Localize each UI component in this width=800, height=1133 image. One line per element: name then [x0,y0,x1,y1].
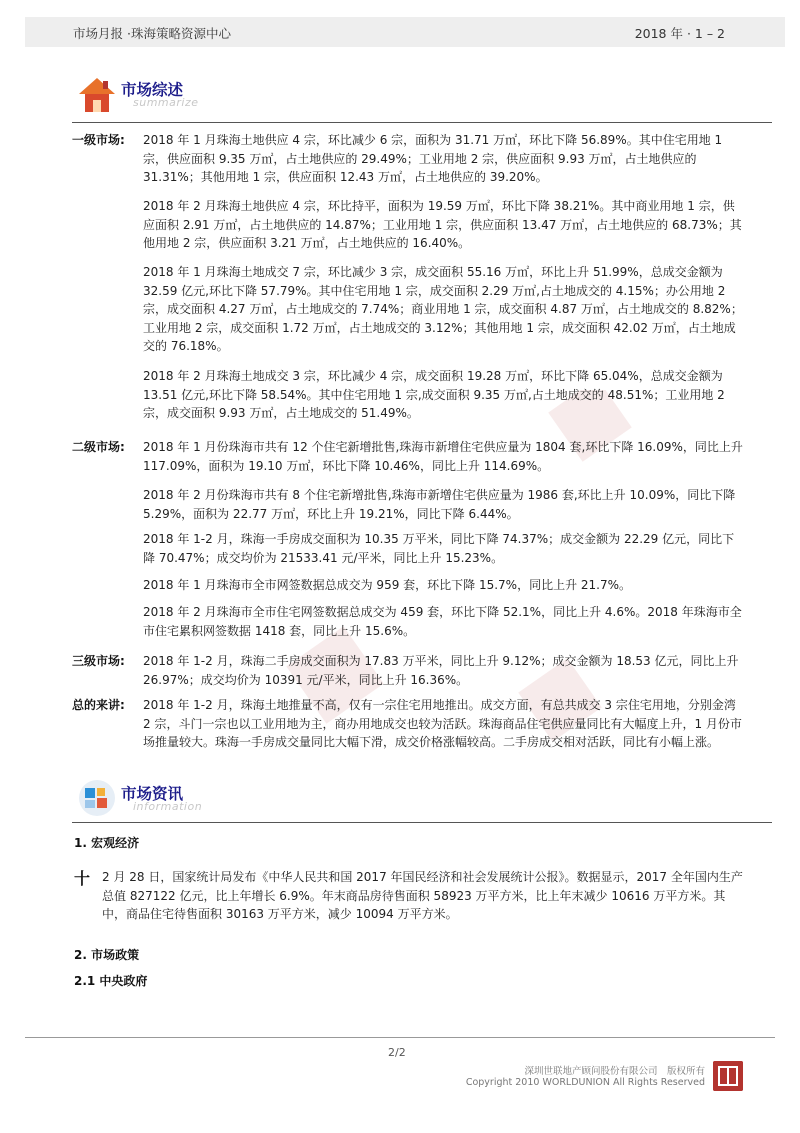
tertiary-market-label: 三级市场: [72,654,125,668]
footer-copyright: Copyright 2010 WORLDUNION All Rights Reserved [465,1077,705,1088]
section-heading-info [75,776,325,820]
summary-label: 总的来讲: [72,698,125,712]
secondary-market-p5: 2018 年 2 月珠海市全市住宅网签数据总成交为 459 套，环比下降 52.1%，同比上升 4.6%。2018 年珠海市全市住宅累积网签数据 1418 套，同比上升 15.6%。 [143,605,742,638]
footer-divider [25,1037,775,1038]
heading-central-government: 2.1 中央政府 [74,974,148,988]
page-header [25,17,785,47]
heading-market-policy: 2. 市场政策 [74,948,140,962]
secondary-market-p4: 2018 年 1 月珠海市全市网签数据总成交为 959 套，环比下降 15.7%，同比上升 21.7%。 [143,578,632,592]
summary-p1: 总的来讲: 2018 年 1-2 月，珠海土地推量不高，仅有一宗住宅用地推出。成交方面，有总共成交 3 宗住宅用地，分别金湾 2 宗，斗门一宗也以工业用地为主，商办用地成交也较为活跃。珠海商品住宅供应量同比有大幅度上升，1 月份市场推量较大。珠海一手房成交量同比大幅下滑，成交价格涨幅较高。二手房成交相对活跃，同比有小幅上涨。 [72,698,742,749]
primary-market-label: 一级市场: [72,133,125,147]
section-title: 市场资讯 [121,785,184,803]
section-heading-summary [75,72,325,116]
primary-market-p1: 一级市场: 2018 年 1 月珠海土地供应 4 宗，环比减少 6 宗，面积为 31.71 万㎡，环比下降 56.89%。其中住宅用地 1 宗，供应面积 9.35 万㎡，占土地供应的 29.49%；工业用地 2 宗，供应面积 9.93 万㎡，占土地供应的 31.31%；其他用地 1 宗，供应面积 12.43 万㎡，占土地供应的 39.20%。 [72,133,723,184]
primary-market-p3: 2018 年 1 月珠海土地成交 7 宗，环比减少 3 宗，成交面积 55.16 万㎡，环比上升 51.99%，总成交金额为 32.59 亿元,环比下降 57.79%。其中住宅用地 1 宗，成交面积 2.29 万㎡,占土地成交的 4.15%；办公用地 2 宗，成交面积 4.27 万㎡，占土地成交的 7.74%；商业用地 1 宗，成交面积 4.87 万㎡，占土地成交的 8.82%；工业用地 2 宗，成交面积 1.72 万㎡，占土地成交的 3.12%；其他用地 1 宗，成交面积 42.02 万㎡，占土地成交的 76.18%。 [143,265,743,353]
secondary-market-p1: 二级市场: 2018 年 1 月份珠海市共有 12 个住宅新增批售,珠海市新增住宅供应量为 1804 套,环比下降 16.09%，同比上升 117.09%，面积为 19.10 万㎡，环比下降 10.46%，同比上升 114.69%。 [72,440,743,473]
house-icon [75,72,119,116]
tertiary-market-p1: 三级市场: 2018 年 1-2 月，珠海二手房成交面积为 17.83 万平米，同比上升 9.12%；成交金额为 18.53 亿元，同比上升 26.97%；成交均价为 10391 元/平米，同比上升 16.36%。 [72,654,739,687]
section-divider [72,122,772,123]
puzzle-icon [75,776,119,820]
header-date: 2018 年 · 1 – 2 [634,26,725,41]
section-title: 市场综述 [121,81,184,99]
heading-macro-economy: 1. 宏观经济 [74,836,140,850]
macro-economy-paragraph: 2 月 28 日，国家统计局发布《中华人民共和国 2017 年国民经济和社会发展统计公报》。数据显示，2017 全年国内生产总值 827122 亿元，比上年增长 6.9%。年末商品房待售面积 58923 万平方米，比上年末减少 10616 万平方米。其中，商品住宅待售面积 30163 万平方米，减少 10094 万平方米。 [102,870,743,921]
secondary-market-label: 二级市场: [72,440,125,454]
secondary-market-p2: 2018 年 2 月份珠海市共有 8 个住宅新增批售,珠海市新增住宅供应量为 1986 套,环比上升 10.09%，同比下降 5.29%，面积为 22.77 万㎡，环比上升 19.21%，同比下降 6.44%。 [143,488,736,521]
secondary-market-p3: 2018 年 1-2 月，珠海一手房成交面积为 10.35 万平米，同比下降 74.37%；成交金额为 22.29 亿元，同比下降 70.47%；成交均价为 21533.41 元/平米，同比上升 15.23%。 [143,532,735,565]
section-subtitle: summarize [133,96,199,109]
primary-market-p4: 2018 年 2 月珠海土地成交 3 宗，环比减少 4 宗，成交面积 19.28 万㎡，环比下降 65.04%，总成交金额为 13.51 亿元,环比下降 58.54%。其中住宅用地 1 宗,成交面积 9.35 万㎡,占土地成交的 48.51%；工业用地 2 宗，成交面积 9.93 万㎡，占土地成交的 51.49%。 [143,369,725,420]
section-subtitle: information [133,800,203,813]
section-divider [72,822,772,823]
page-number: 2/2 [388,1046,406,1059]
primary-market-p2: 2018 年 2 月珠海土地供应 4 宗，环比持平，面积为 19.59 万㎡，环比下降 38.21%。其中商业用地 1 宗，供应面积 2.91 万㎡，占土地供应的 14.87%；工业用地 1 宗，供应面积 13.47 万㎡，占土地供应的 68.73%；其他用地 2 宗，供应面积 3.21 万㎡，占土地供应的 16.40%。 [143,199,742,250]
footer-company: 深圳世联地产顾问股份有限公司 版权所有 [524,1066,705,1077]
worldunion-logo-icon [713,1061,743,1091]
header-title: 市场月报 ·珠海策略资源中心 [73,26,231,41]
bullet-cross-icon: 十 [74,869,91,888]
